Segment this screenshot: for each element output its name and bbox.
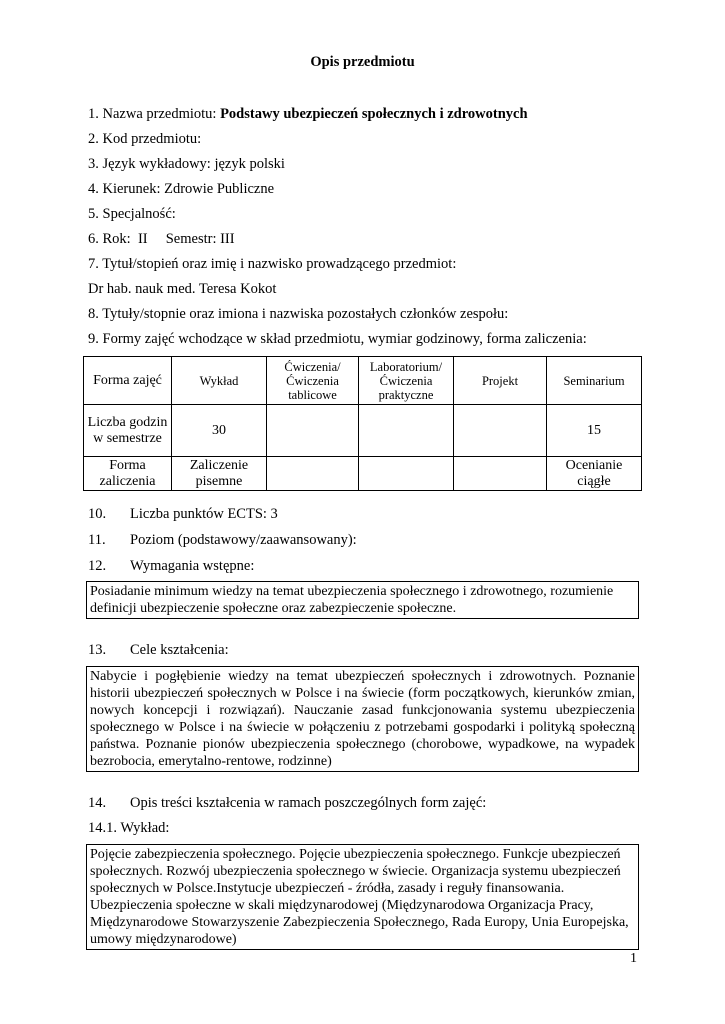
row-label: Forma zaliczenia	[84, 457, 172, 491]
item-text: Poziom (podstawowy/zaawansowany):	[130, 532, 357, 548]
lecturer-name: Dr hab. nauk med. Teresa Kokot	[88, 281, 277, 297]
item-9: 9. Formy zajęć wchodzące w skład przedmiotu, wymiar godzinowy, forma zaliczenia:	[88, 331, 587, 347]
item-13	[88, 642, 229, 659]
table-header-row	[84, 357, 642, 405]
item-2: 2. Kod przedmiotu:	[88, 131, 202, 147]
table-cell	[267, 405, 359, 457]
item-12	[88, 558, 254, 575]
table-cell	[454, 457, 547, 491]
item-text: Liczba punktów ECTS: 3	[130, 506, 278, 522]
item-5: 5. Specjalność:	[88, 206, 176, 222]
goals-box: Nabycie i pogłębienie wiedzy na temat ubezpieczeń społecznych i zdrowotnych. Poznanie historii ubezpieczeń społecznych w Polsce i na świecie (form początkowych, kierunków zmian, nowych koncepcji i rozwiązań). Nauczanie zasad funkcjonowania systemu ubezpieczenia społecznego w Polsce i na świecie w połączeniu z potrzebami gospodarki i polityką społeczną państwa. Poznanie pionów ubezpieczenia społecznego (chorobowe, wypadkowe, na wypadek bezrobocia, emerytalno-rentowe, rodzinne)	[86, 666, 639, 772]
item-11	[88, 532, 357, 549]
table-cell: Zaliczenie pisemne	[172, 457, 267, 491]
item-14-1: 14.1. Wykład:	[88, 820, 170, 836]
table-cell: Ocenianie ciągłe	[547, 457, 642, 491]
item-3: 3. Język wykładowy: język polski	[88, 156, 285, 172]
requirements-box: Posiadanie minimum wiedzy na temat ubezpieczenia społecznego i zdrowotnego, rozumienie definicji ubezpieczenie społeczne oraz zabezpieczenie społeczne.	[86, 581, 639, 619]
table-cell	[359, 457, 454, 491]
header-cell: Wykład	[172, 357, 267, 405]
document-title: Opis przedmiotu	[310, 54, 415, 70]
lecture-content-box: Pojęcie zabezpieczenia społecznego. Pojęcie ubezpieczenia społecznego. Funkcje ubezpieczeń społecznych. Rozwój ubezpieczenia społecznego w świecie. Organizacja systemu ubezpieczeń społecznych w Polsce.Instytucje ubezpieczeń - źródła, zasady i reguły finansowania. Ubezpieczenia społeczne w skali międzynarodowej (Międzynarodowa Organizacja Pracy, Międzynarodowe Stowarzyszenie Zabezpieczenia Społecznego, Rada Europy, Unia Europejska, umowy międzynarodowe)	[86, 844, 639, 950]
item-number: 11.	[88, 532, 106, 548]
item-text: Cele kształcenia:	[130, 642, 229, 658]
page-number: 1	[630, 951, 637, 966]
header-cell: Seminarium	[547, 357, 642, 405]
table-cell: 30	[172, 405, 267, 457]
item-number: 13.	[88, 642, 107, 658]
item-8: 8. Tytuły/stopnie oraz imiona i nazwiska pozostałych członków zespołu:	[88, 306, 509, 322]
item-6: 6. Rok: II Semestr: III	[88, 231, 235, 247]
table-row	[84, 457, 642, 491]
table-cell	[267, 457, 359, 491]
item-number: 14.	[88, 795, 107, 811]
header-cell: Laboratorium/ Ćwiczenia praktyczne	[359, 357, 454, 405]
item-10	[88, 506, 278, 523]
table-row	[84, 405, 642, 457]
item-4: 4. Kierunek: Zdrowie Publiczne	[88, 181, 275, 197]
item-1	[88, 106, 528, 123]
course-name: Podstawy ubezpieczeń społecznych i zdrowotnych	[220, 106, 528, 122]
table-cell: 15	[547, 405, 642, 457]
header-cell: Projekt	[454, 357, 547, 405]
item-text: Opis treści kształcenia w ramach poszczególnych form zajęć:	[130, 795, 487, 811]
class-forms-table	[83, 356, 642, 491]
item-number: 12.	[88, 558, 107, 574]
table-cell	[454, 405, 547, 457]
item-number: 10.	[88, 506, 107, 522]
header-cell: Forma zajęć	[84, 357, 172, 405]
header-cell: Ćwiczenia/ Ćwiczenia tablicowe	[267, 357, 359, 405]
row-label: Liczba godzin w semestrze	[84, 405, 172, 457]
table-cell	[359, 405, 454, 457]
item-14	[88, 795, 486, 812]
item-text: Wymagania wstępne:	[130, 558, 255, 574]
item-7: 7. Tytuł/stopień oraz imię i nazwisko prowadzącego przedmiot:	[88, 256, 457, 272]
item-1-label: 1. Nazwa przedmiotu:	[88, 106, 221, 122]
